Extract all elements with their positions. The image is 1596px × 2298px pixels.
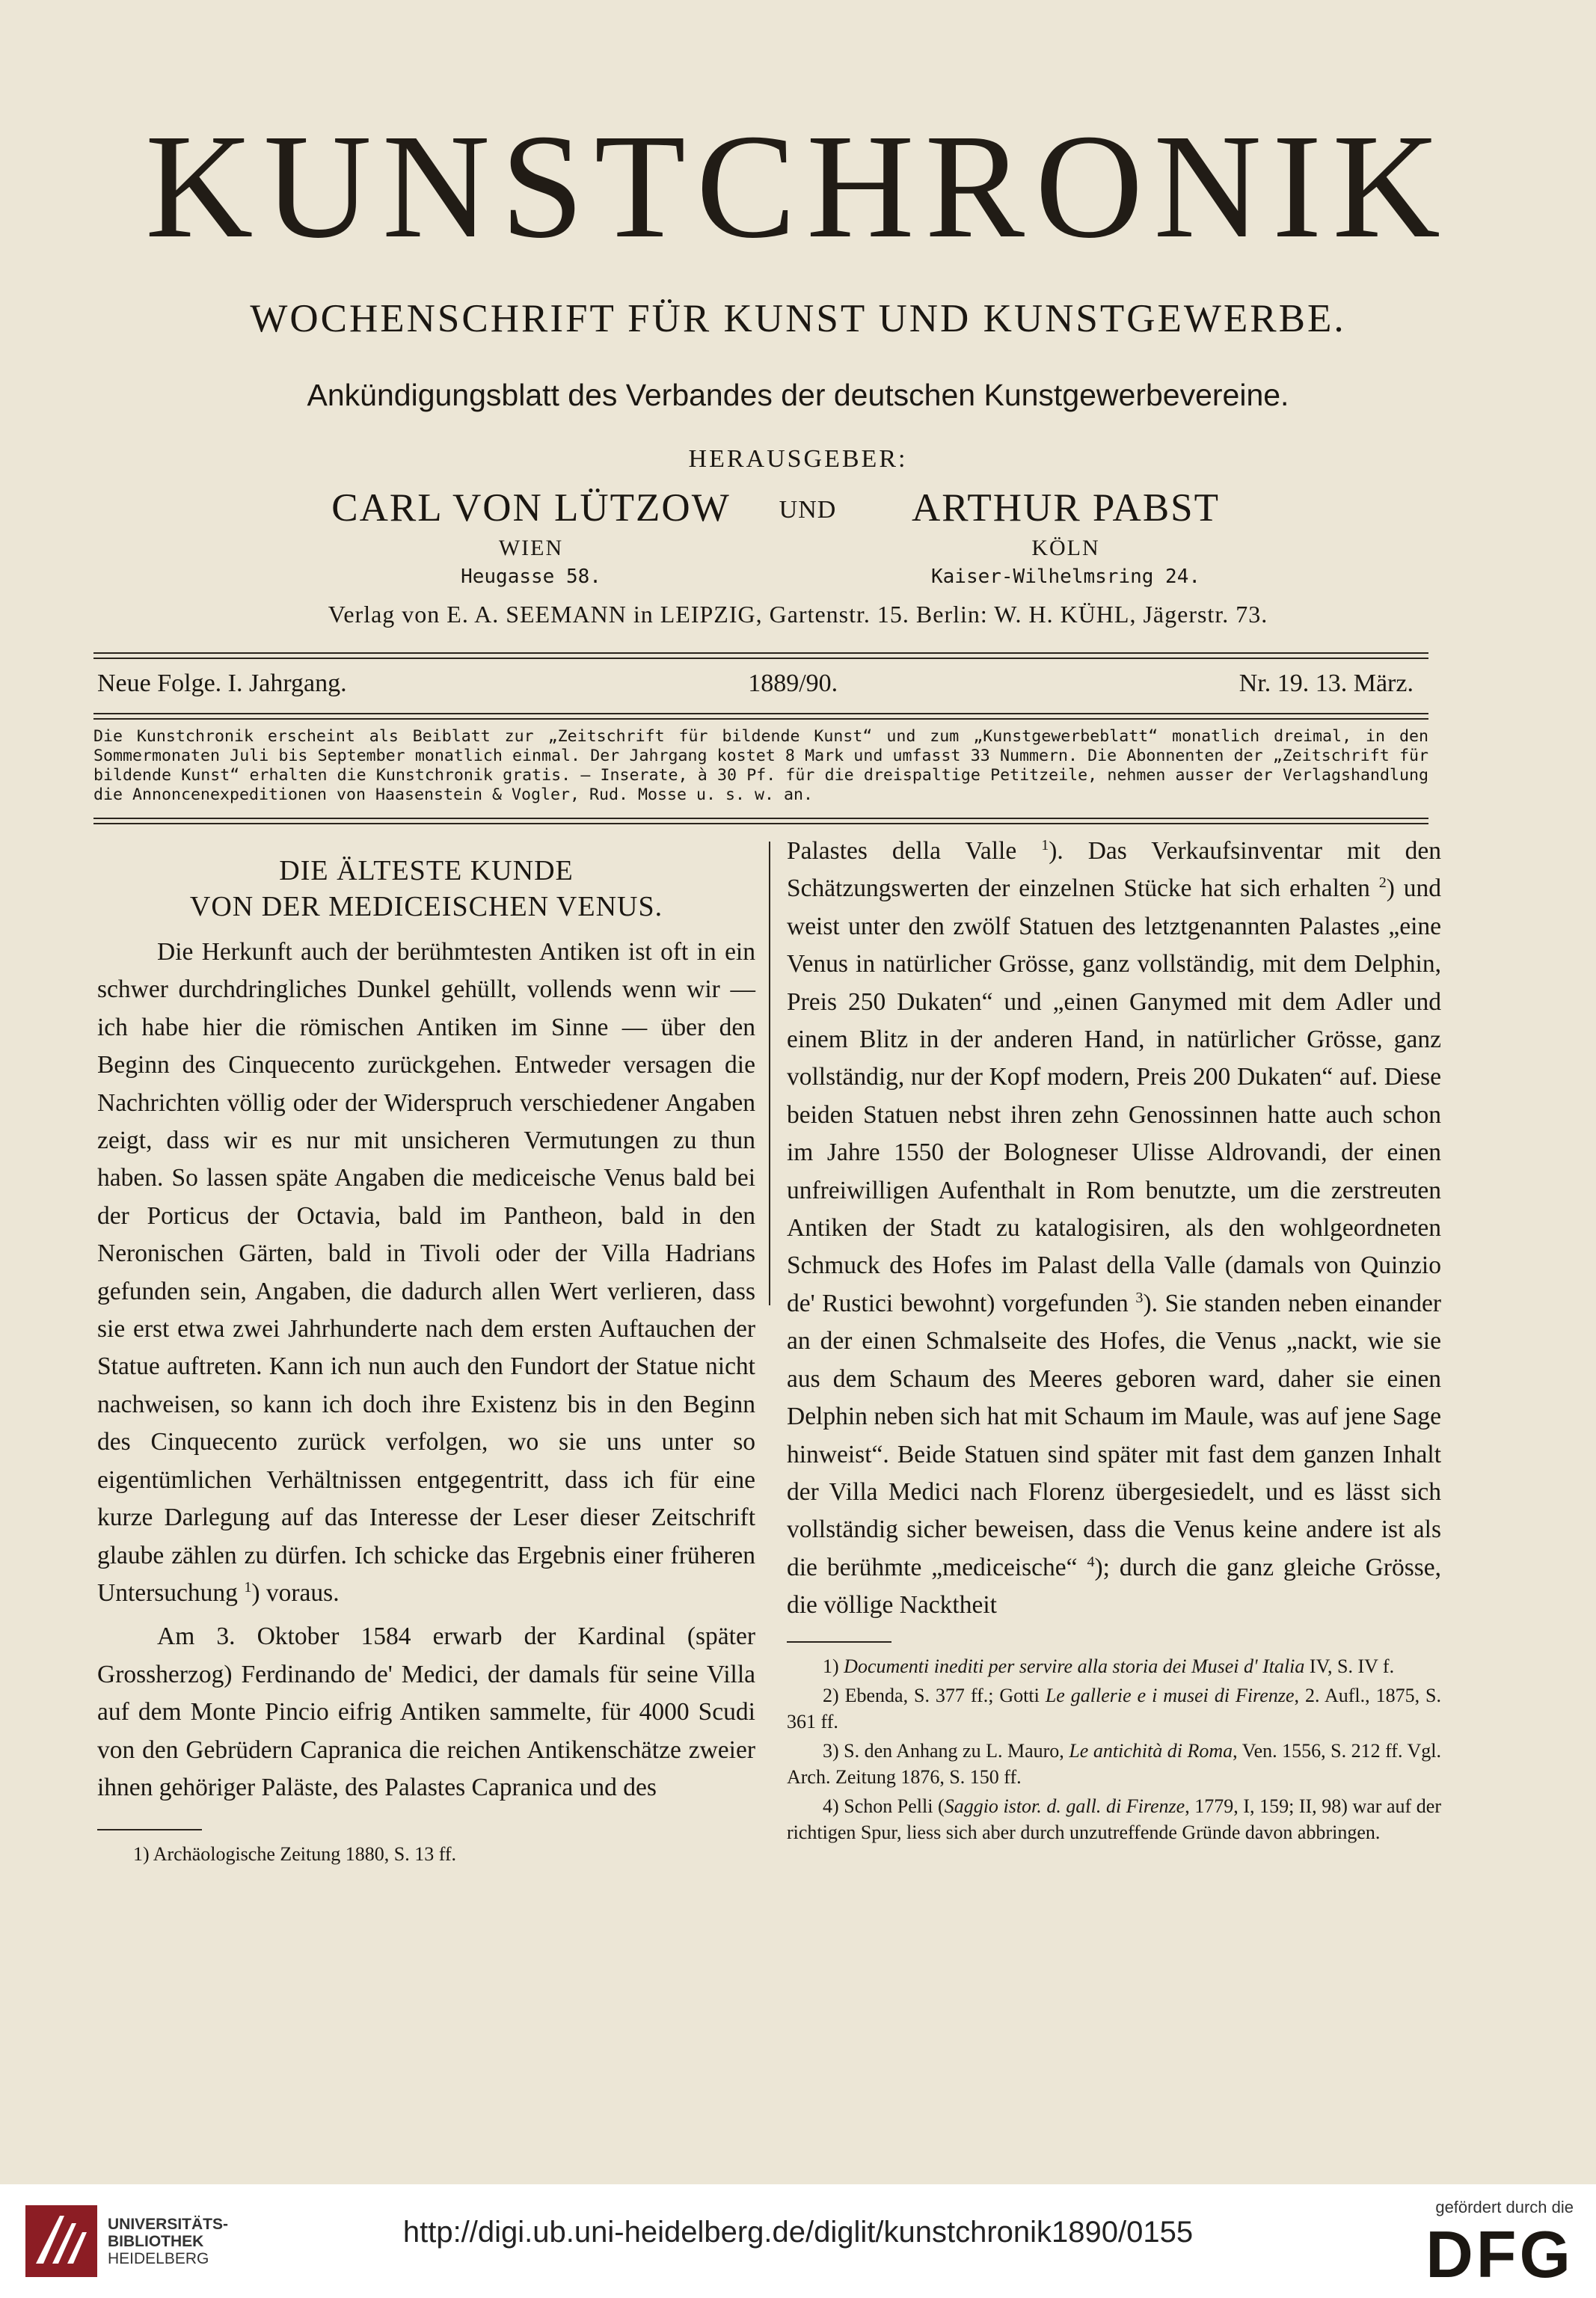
editor-left — [322, 488, 740, 588]
footnote-text: , Ven. 1556, S. 212 ff. Vgl. Arch. Zeitung 1876, S. 150 ff. — [787, 1739, 1441, 1788]
editors-block — [0, 488, 1596, 593]
editor-right — [860, 488, 1271, 588]
footnote-text: , 1779, I, 159; II, 98) war auf der richtigen Spur, liess sich aber durch unzutreffende Gründe davon abbringen. — [787, 1795, 1441, 1843]
footnote-title: Le gallerie e i musei di Firenze — [1045, 1684, 1295, 1706]
paragraph-text: ). Das Verkaufsinventar mit den Schätzungswerten der einzelnen Stücke hat sich erhalten — [787, 837, 1442, 903]
publisher-line: Verlag von E. A. SEEMANN in LEIPZIG, Gartenstr. 15. Berlin: W. H. KÜHL, Jägerstr. 73. — [328, 601, 1268, 628]
editor-name: CARL VON LÜTZOW — [331, 486, 731, 530]
column-left — [97, 853, 755, 1867]
editor-address: Kaiser-Wilhelmsring 24. — [930, 566, 1201, 588]
masthead — [0, 104, 1596, 628]
article-paragraph — [97, 934, 755, 1612]
article-paragraph — [787, 833, 1441, 1625]
column-divider — [769, 842, 770, 1305]
footnote-title: Documenti inediti per servire alla storia dei Musei d' Italia — [844, 1655, 1305, 1677]
editors-label: HERAUSGEBER: — [688, 445, 908, 473]
editors-connector: UND — [779, 496, 837, 524]
divider-rule — [93, 713, 1428, 720]
footnote-ref: 4 — [1087, 1553, 1095, 1570]
dfg-funding[interactable] — [1425, 2198, 1574, 2291]
divider-rule — [93, 652, 1428, 659]
library-name-line: HEIDELBERG — [108, 2249, 209, 2267]
footnote — [787, 1653, 1441, 1679]
funding-label: gefördert durch die — [1435, 2198, 1574, 2216]
column-right — [787, 833, 1441, 1848]
footnote-text: 1) — [823, 1655, 844, 1677]
footnote-ref: 1 — [1041, 836, 1049, 854]
dfg-logo: DFG — [1425, 2217, 1574, 2291]
editor-name: ARTHUR PABST — [911, 486, 1221, 530]
footnote-ref: 1 — [244, 1578, 252, 1596]
editor-city: KÖLN — [1031, 536, 1100, 560]
footnote — [787, 1738, 1441, 1790]
issue-number: Nr. 19. 13. März. — [1239, 670, 1414, 697]
paragraph-text: ) voraus. — [251, 1578, 340, 1607]
footnote-rule — [97, 1829, 202, 1830]
paragraph-text: Die Herkunft auch der berühmtesten Antiken ist oft in ein schwer durchdringliches Dunkel gehüllt, vollends wenn wir — ich habe hier die römischen Antiken im Sinne — über den Beginn des Cinquecento zurückgehen. Entweder versagen die Nachrichten völlig oder der Widerspruch verschiedener Angaben zeigt, dass wir es nur mit unsicheren Vermutungen zu thun haben. So lassen späte Angaben die mediceische Venus bald bei der Porticus der Octavia, bald im Pantheon, bald in den Neronischen Gärten, bald in Tivoli oder der Villa Hadrians gefunden sein, Angaben, die dadurch allen Wert verlieren, dass sie erst etwa zwei Jahrhunderte nach dem ersten Auftauchen der Statue auftreten. Kann ich nun auch den Fundort der Statue nicht nachweisen, so kann ich doch ihre Existenz bis in den Beginn des Cinquecento zurück verfolgen, wo sie uns unter so eigentümlichen Verhältnissen entgegentritt, dass ich für eine kurze Darlegung auf das Interesse der Leser dieser Zeitschrift glaube zählen zu dürfen. Ich schicke das Ergebnis einer früheren Untersuchung — [97, 938, 755, 1607]
headline-line-1: DIE ÄLTESTE KUNDE — [279, 855, 574, 886]
footnote-ref: 3 — [1135, 1289, 1144, 1306]
announcement-line: Ankündigungsblatt des Verbandes der deutschen Kunstgewerbevereine. — [307, 378, 1289, 412]
library-name-line: BIBLIOTHEK — [108, 2232, 204, 2250]
headline-line-2: VON DER MEDICEISCHEN VENUS. — [189, 891, 663, 922]
paragraph-text: ). Sie standen neben einander an der einen Schmalseite des Hofes, die Venus „nackt, wie sie aus dem Schaum des Meeres geboren ward, daher sie einen Delphin neben sich hat mit Schaum im Maule, was auf jene Sage hinweist“. Beide Statuen sind später mit fast dem ganzen Inhalt der Villa Medici nach Florenz übergesiedelt, und es lässt sich vollständig sicher beweisen, dass die Venus keine andere ist als die berühmte „mediceische“ — [787, 1289, 1442, 1581]
footnote-ref: 2 — [1378, 874, 1387, 892]
issue-years: 1889/90. — [748, 670, 838, 697]
footnotes — [787, 1653, 1441, 1845]
paragraph-text: ) und weist unter den zwölf Statuen des letztgenannten Palastes „eine Venus in natürlicher Grösse, ganz vollständig, mit dem Delphin, Preis 250 Dukaten“ und „einen Ganymed mit dem Adler und einem Blitz in der anderen Hand, in natürlicher Grösse, ganz vollständig, nur der Kopf modern, Preis 200 Dukaten“ auf. Diese beiden Statuen nebst ihren zehn Genossinnen hatte auch schon im Jahre 1550 der Bologneser Ulisse Aldrovandi, der einen unfreiwilligen Aufenthalt in Rom benutzte, um die zerstreuten Antiken der Stadt zu katalogisiren, als den wohlgeordneten Schmuck des Hofes im Palast della Valle (damals von Quinzio de' Rustici bewohnt) vorgefunden — [787, 874, 1441, 1317]
editor-city: WIEN — [498, 536, 564, 560]
library-name-line: UNIVERSITÄTS- — [108, 2215, 229, 2233]
divider-rule — [93, 818, 1428, 824]
editor-address: Heugasse 58. — [461, 566, 601, 588]
article-headline — [97, 853, 755, 925]
permalink-url[interactable]: http://digi.ub.uni-heidelberg.de/diglit/kunstchronik1890/0155 — [402, 2216, 1194, 2249]
issue-line — [97, 670, 1414, 698]
journal-subtitle: WOCHENSCHRIFT FÜR KUNST UND KUNSTGEWERBE. — [250, 297, 1346, 340]
journal-title: KUNSTCHRONIK — [145, 104, 1451, 269]
article-paragraph: Am 3. Oktober 1584 erwarb der Kardinal (später Grossherzog) Ferdinando de' Medici, der damals für seine Villa auf dem Monte Pincio eifrig Antiken sammelte, für 4000 Scudi von den Gebrüdern Capranica die reichen Antikenschätze zweier ihnen gehöriger Paläste, des Palastes Capranica und des — [97, 1623, 755, 1801]
footnote: 1) Archäologische Zeitung 1880, S. 13 ff. — [133, 1843, 457, 1866]
footnote — [787, 1682, 1441, 1735]
footnote-title: Le antichità di Roma — [1069, 1739, 1233, 1762]
subscription-notice: Die Kunstchronik erscheint als Beiblatt zur „Zeitschrift für bildende Kunst“ und zum „Kunstgewerbeblatt“ monatlich dreimal, in den Sommermonaten Juli bis September monatlich einmal. Der Jahrgang kostet 8 Mark und umfasst 33 Nummern. Die Abonnenten der „Zeitschrift für bildende Kunst“ erhalten die Kunstchronik gratis. — Inserate, à 30 Pf. für die dreispaltige Petitzeile, nehmen ausser der Verlagshandlung die Annoncenexpeditionen von Haasenstein & Vogler, Rud. Mosse u. s. w. an. — [93, 727, 1428, 804]
footnote-text: , 2. Aufl., 1875, S. 361 ff. — [787, 1684, 1441, 1732]
footnote-text: 3) S. den Anhang zu L. Mauro, — [823, 1739, 1069, 1762]
footnote-text: IV, S. IV f. — [1304, 1655, 1395, 1677]
issue-series: Neue Folge. I. Jahrgang. — [97, 670, 347, 697]
footnote-text: 2) Ebenda, S. 377 ff.; Gotti — [823, 1684, 1046, 1706]
footnote-title: Saggio istor. d. gall. di Firenze — [944, 1795, 1185, 1817]
footnote-rule — [787, 1641, 891, 1643]
paragraph-text: Palastes della Valle — [787, 837, 1017, 865]
footnote-text: 4) Schon Pelli ( — [823, 1795, 945, 1817]
footnote — [787, 1793, 1441, 1845]
paragraph-text: ); durch die ganz gleiche Grösse, die völlige Nacktheit — [787, 1553, 1442, 1620]
viewer-footer — [0, 2184, 1596, 2298]
